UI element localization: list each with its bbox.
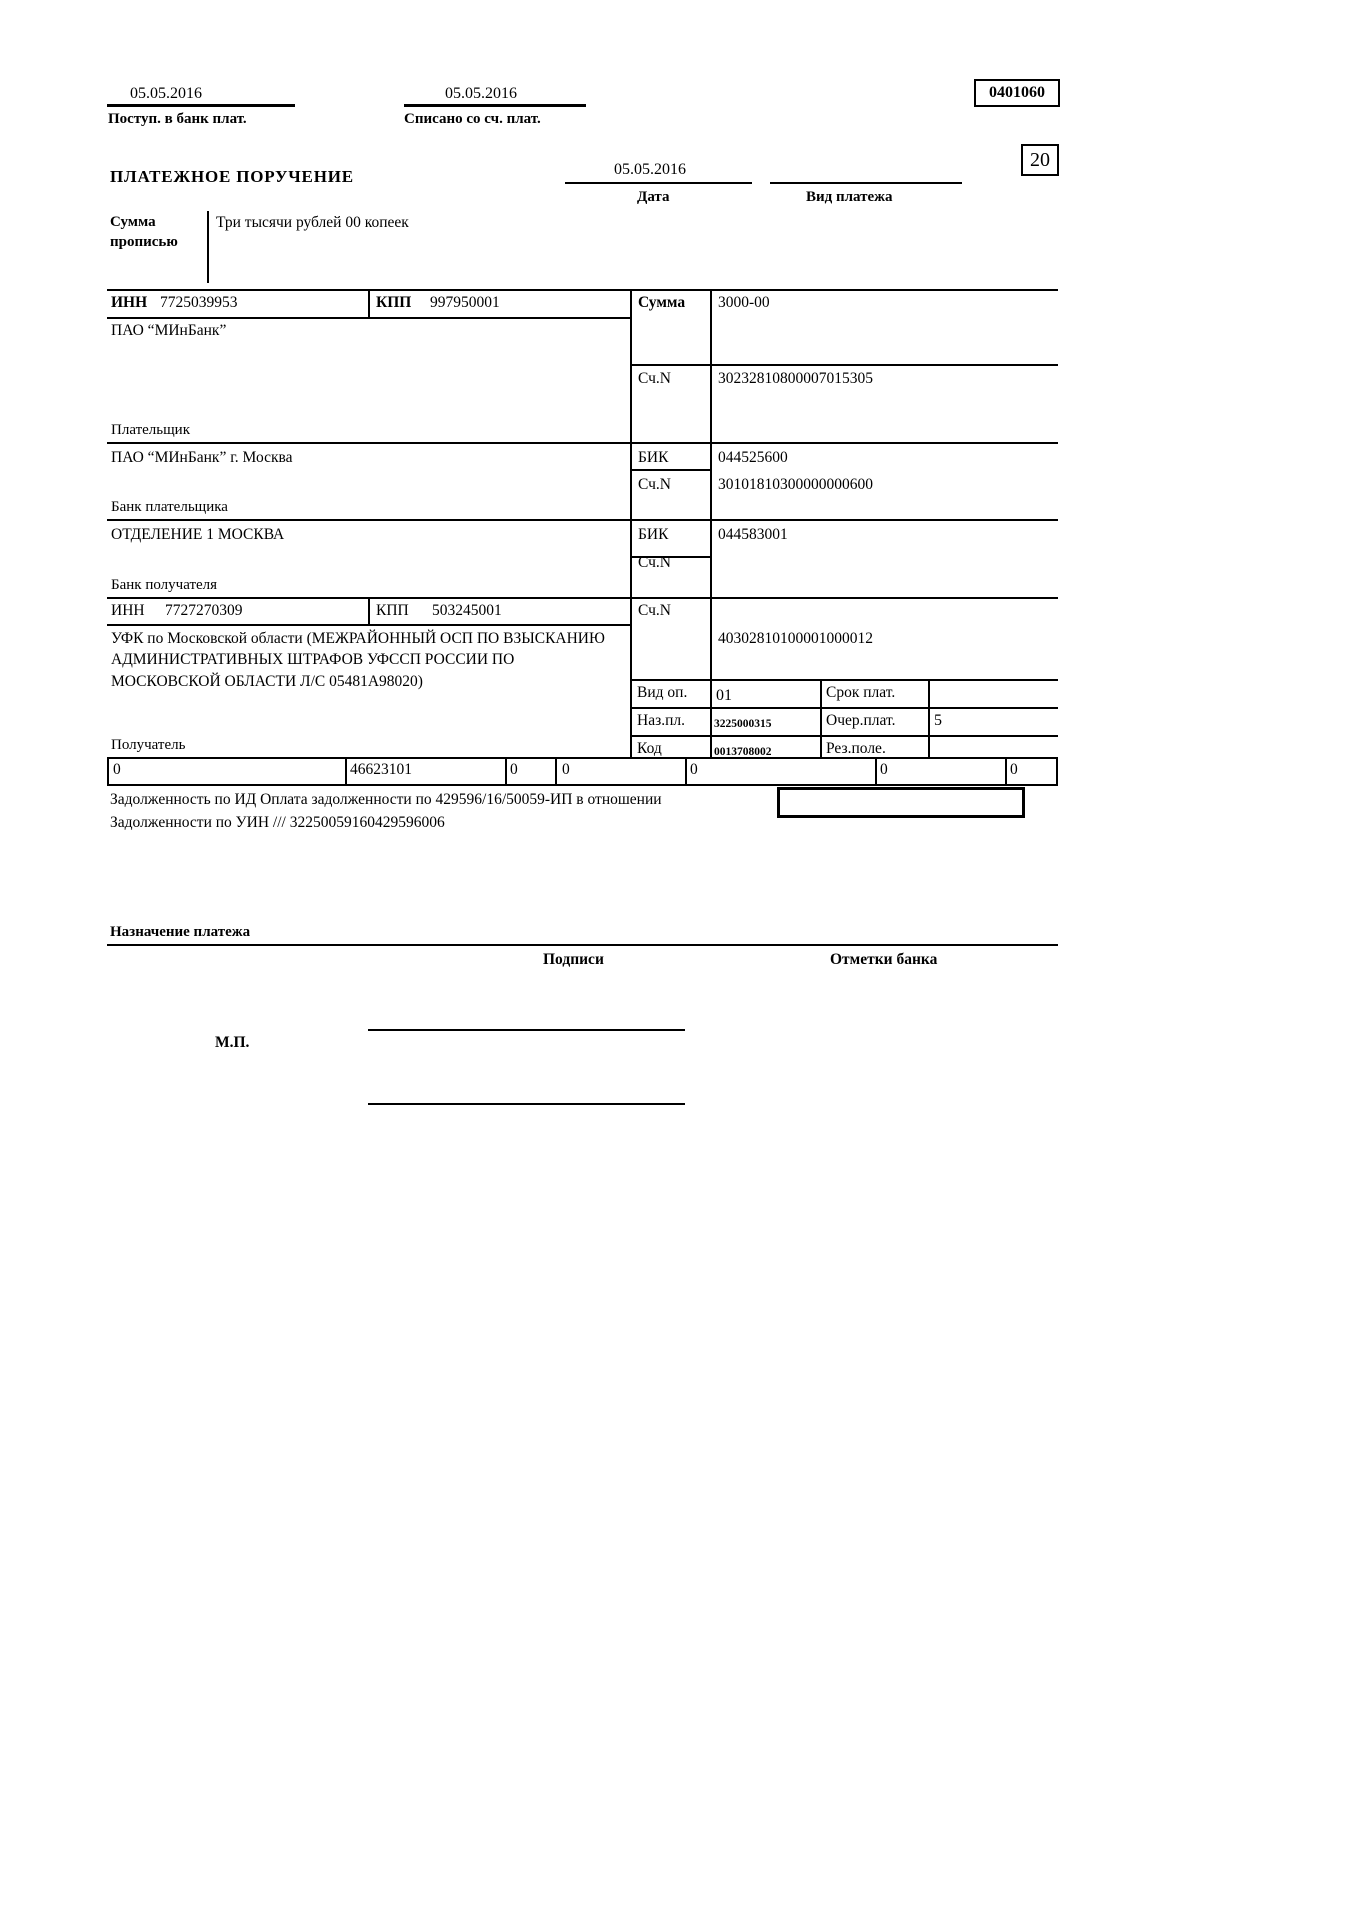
payee-inn-label: ИНН: [111, 602, 145, 619]
received-in-bank-label: Поступ. в банк плат.: [108, 111, 247, 127]
table-vline-srok-right: [928, 679, 930, 759]
payee-bank-label: Банк получателя: [111, 577, 218, 593]
payee-label: Получатель: [111, 737, 186, 753]
payer-bank-bik-value: 044525600: [718, 449, 788, 466]
ocher-plat-value: 5: [934, 712, 942, 729]
purpose-line2: Задолженности по УИН /// 32250059160429596006: [110, 814, 445, 831]
naz-pl-value: 3225000315: [714, 718, 772, 730]
codes-vline: [555, 757, 557, 786]
redaction-box: [777, 787, 1025, 818]
vid-op-label: Вид оп.: [637, 684, 688, 701]
table-border-top: [107, 289, 1058, 291]
payment-type-label: Вид платежа: [806, 189, 893, 205]
payee-bank-name: ОТДЕЛЕНИЕ 1 МОСКВА: [111, 526, 285, 543]
document-title: ПЛАТЕЖНОЕ ПОРУЧЕНИЕ: [110, 167, 354, 186]
table-vline-srok-left: [820, 679, 822, 759]
srok-plat-label: Срок плат.: [826, 684, 896, 701]
payee-bank-bik-value: 044583001: [718, 526, 788, 543]
codes-vline: [505, 757, 507, 786]
table-vline-inn-kpp2: [368, 597, 370, 626]
table-border-under-payee: [107, 757, 1058, 759]
payee-account-label: Сч.N: [638, 602, 671, 619]
table-border-under-payee-bank: [107, 597, 1058, 599]
table-border-under-sum: [630, 364, 1058, 366]
payer-bank-label: Банк плательщика: [111, 499, 228, 515]
date-underline: [565, 182, 752, 184]
received-in-bank-date: 05.05.2016: [130, 85, 202, 102]
payer-label: Плательщик: [111, 422, 190, 438]
table-border-under-vidop: [630, 707, 1058, 709]
budget-code-4: 0: [690, 761, 698, 778]
table-border-under-bik1: [630, 469, 712, 471]
payer-account-value: 30232810800007015305: [718, 370, 873, 387]
table-border-under-codes: [107, 784, 1058, 786]
payer-name: ПАО “МИнБанк”: [111, 322, 227, 339]
payee-inn-value: 7727270309: [165, 602, 243, 619]
signature-line-1: [368, 1029, 685, 1031]
amount-words-label: Сумма прописью: [110, 214, 178, 251]
payer-bank-account-label: Сч.N: [638, 476, 671, 493]
codes-vline: [1005, 757, 1007, 786]
payer-kpp-value: 997950001: [430, 294, 500, 311]
codes-vline: [345, 757, 347, 786]
budget-code-2: 0: [510, 761, 518, 778]
payer-inn-label: ИНН: [111, 294, 148, 311]
signatures-label: Подписи: [543, 951, 604, 968]
signature-line-2: [368, 1103, 685, 1105]
received-date-underline: [107, 104, 295, 107]
table-vline-label-value: [710, 289, 712, 759]
payer-inn-value: 7725039953: [160, 294, 238, 311]
sum-label: Сумма: [638, 294, 686, 311]
naz-pl-label: Наз.пл.: [637, 712, 685, 729]
budget-code-5: 0: [880, 761, 888, 778]
amount-words-value: Три тысячи рублей 00 копеек: [216, 214, 409, 231]
codes-vline: [685, 757, 687, 786]
vid-op-value: 01: [716, 687, 732, 704]
debited-from-account-label: Списано со сч. плат.: [404, 111, 541, 127]
payee-bank-account-label: Сч.N: [638, 554, 671, 571]
ocher-plat-label: Очер.плат.: [826, 712, 896, 729]
table-vline-inn-kpp1: [368, 289, 370, 319]
payee-kpp-value: 503245001: [432, 602, 502, 619]
document-number-box: 20: [1021, 144, 1059, 176]
table-border-under-payer: [107, 442, 1058, 444]
table-vline-main: [630, 289, 632, 759]
amount-words-divider: [207, 211, 209, 283]
form-code-box: 0401060: [974, 79, 1060, 107]
debited-from-account-date: 05.05.2016: [445, 85, 517, 102]
codes-vline: [1056, 757, 1058, 786]
purpose-underline: [107, 944, 1058, 946]
table-border-above-vidop: [630, 679, 1058, 681]
purpose-line1: Задолженность по ИД Оплата задолженности по 429596/16/50059-ИП в отношении: [110, 791, 662, 808]
budget-code-0: 0: [113, 761, 121, 778]
date-label: Дата: [637, 189, 670, 205]
debited-date-underline: [404, 104, 586, 107]
budget-code-1: 46623101: [350, 761, 412, 778]
kod-value: 0013708002: [714, 746, 772, 758]
codes-vline: [875, 757, 877, 786]
document-date: 05.05.2016: [614, 161, 686, 178]
payer-kpp-label: КПП: [376, 294, 412, 311]
budget-code-3: 0: [562, 761, 570, 778]
table-border-under-nazpl: [630, 735, 1058, 737]
payee-bank-bik-label: БИК: [638, 526, 669, 543]
payee-name: УФК по Московской области (МЕЖРАЙОННЫЙ ОСП ПО ВЗЫСКАНИЮ АДМИНИСТРАТИВНЫХ ШТРАФОВ УФССП РОССИИ ПО МОСКОВСКОЙ ОБЛАСТИ Л/С 05481А98020): [111, 630, 605, 690]
payer-bank-name: ПАО “МИнБанк” г. Москва: [111, 449, 293, 466]
table-border-under-payer-bank: [107, 519, 1058, 521]
mp-label: М.П.: [215, 1034, 250, 1051]
bank-marks-label: Отметки банка: [830, 951, 938, 968]
rez-pole-label: Рез.поле.: [826, 740, 886, 757]
budget-code-6: 0: [1010, 761, 1018, 778]
purpose-label: Назначение платежа: [110, 924, 251, 940]
kod-label: Код: [637, 740, 662, 757]
sum-value: 3000-00: [718, 294, 770, 311]
payment-type-underline: [770, 182, 962, 184]
payee-kpp-label: КПП: [376, 602, 409, 619]
payer-bank-bik-label: БИК: [638, 449, 669, 466]
payee-account-value: 40302810100001000012: [718, 630, 873, 647]
payer-account-label: Сч.N: [638, 370, 671, 387]
codes-vline: [107, 757, 109, 786]
payer-bank-account-value: 30101810300000000600: [718, 476, 873, 493]
